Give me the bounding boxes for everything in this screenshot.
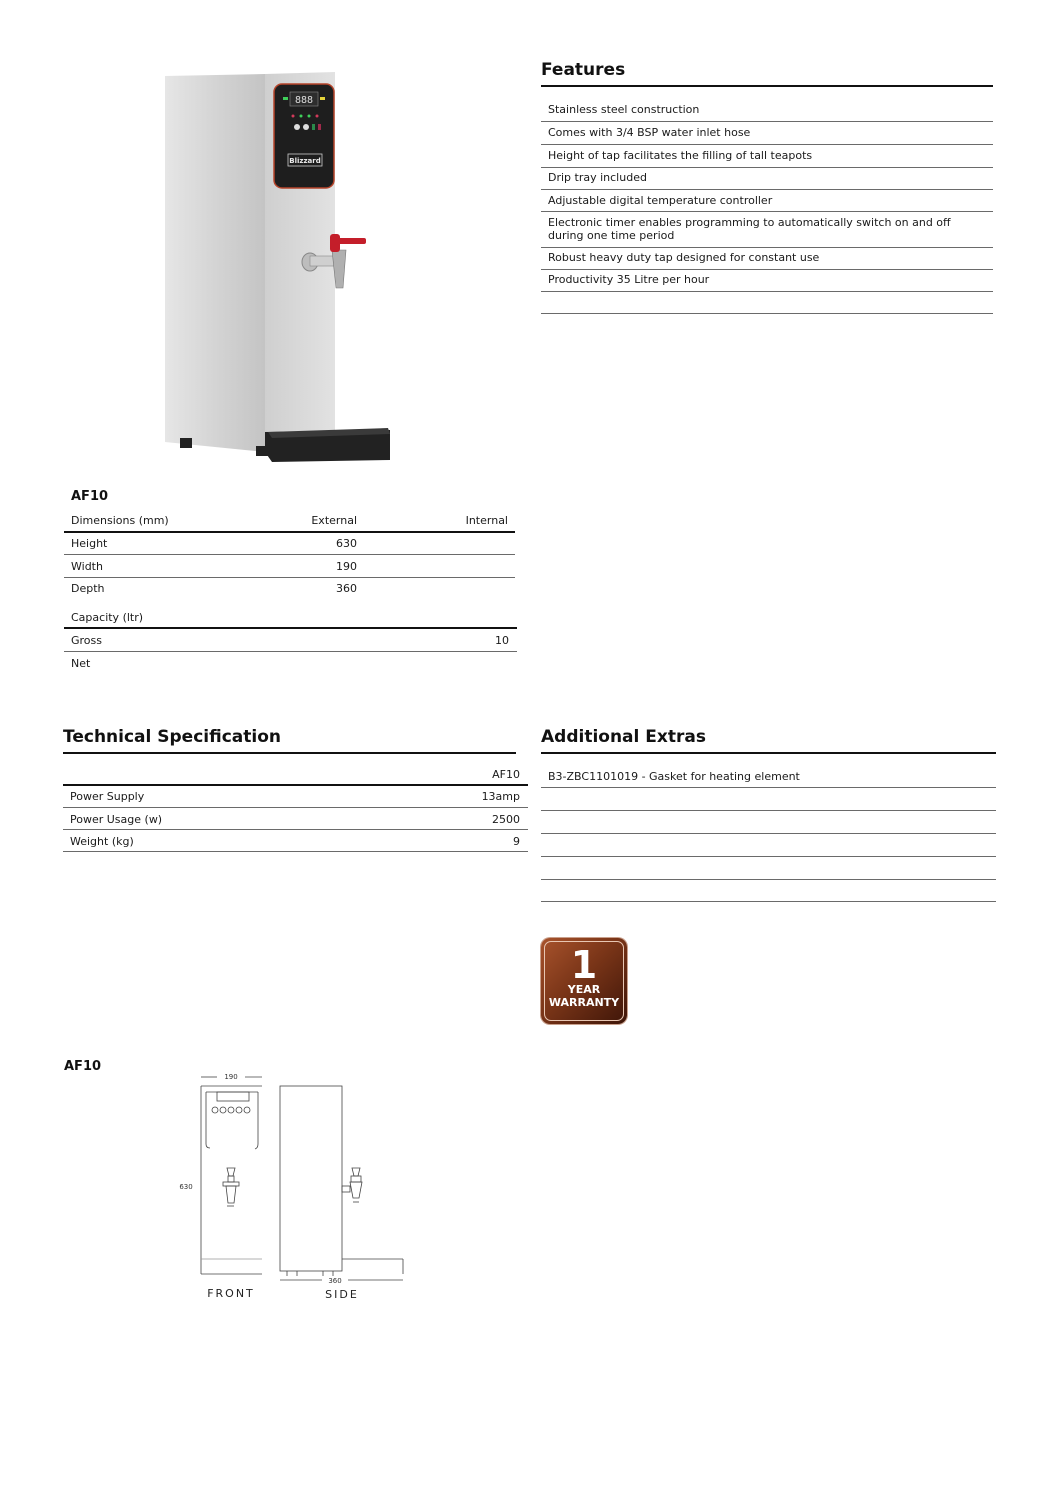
extra-item: B3-ZBC1101019 - Gasket for heating element — [541, 766, 996, 788]
row-divider — [64, 577, 515, 578]
feature-item: Adjustable digital temperature controller — [541, 190, 993, 212]
warranty-badge — [541, 938, 627, 1024]
dimensions-header-rule — [64, 531, 515, 533]
extra-item — [541, 811, 996, 834]
feature-item: Drip tray included — [541, 168, 993, 190]
feature-item — [541, 292, 993, 314]
feature-item: Electronic timer enables programming to automatically switch on and off during one time period — [541, 212, 993, 248]
capacity-label: Capacity (ltr) — [71, 611, 144, 624]
technical-row-label: Weight (kg) — [70, 835, 134, 848]
row-divider — [63, 851, 528, 852]
technical-row-value: 13amp — [481, 790, 520, 803]
brand-logo: Blizzard — [289, 157, 321, 165]
features-title-rule — [541, 85, 993, 87]
drawing-depth-label: 360 — [328, 1277, 342, 1285]
extra-item — [541, 834, 996, 857]
warranty-line1: YEAR — [567, 983, 601, 996]
dimension-external: 360 — [336, 582, 357, 595]
technical-title-rule — [63, 752, 516, 754]
features-title: Features — [541, 60, 626, 80]
dimensions-header-internal: Internal — [465, 514, 508, 527]
row-divider — [64, 651, 517, 652]
feature-item: Comes with 3/4 BSP water inlet hose — [541, 122, 993, 145]
dimensions-model-title: AF10 — [71, 489, 109, 504]
capacity-rule — [64, 627, 517, 629]
drawing-side-label: SIDE — [325, 1288, 359, 1301]
dimension-label: Width — [71, 560, 103, 573]
technical-row-value: 2500 — [492, 813, 520, 826]
extra-item — [541, 857, 996, 880]
dimensions-header-label: Dimensions (mm) — [71, 514, 169, 527]
capacity-row-label: Gross — [71, 634, 102, 647]
technical-row-value: 9 — [513, 835, 520, 848]
drawing-front-label: FRONT — [207, 1287, 255, 1300]
row-divider — [63, 807, 528, 808]
warranty-years: 1 — [570, 943, 598, 987]
extra-item — [541, 788, 996, 811]
dimension-label: Depth — [71, 582, 105, 595]
row-divider — [64, 554, 515, 555]
technical-header-rule — [63, 784, 528, 786]
product-image — [160, 70, 400, 470]
feature-item: Robust heavy duty tap designed for constant use — [541, 248, 993, 270]
feature-item: Height of tap facilitates the filling of tall teapots — [541, 145, 993, 168]
technical-column-header: AF10 — [492, 768, 520, 781]
display-readout: 888 — [294, 95, 314, 106]
feature-item: Stainless steel construction — [541, 100, 993, 122]
extras-title: Additional Extras — [541, 727, 706, 747]
technical-row-label: Power Usage (w) — [70, 813, 163, 826]
dimension-external: 190 — [336, 560, 357, 573]
extras-title-rule — [541, 752, 996, 754]
feature-item: Productivity 35 Litre per hour — [541, 270, 993, 292]
dimension-label: Height — [71, 537, 108, 550]
drawing-model-title: AF10 — [64, 1059, 102, 1074]
technical-row-label: Power Supply — [70, 790, 145, 803]
drawing-height-label: 630 — [179, 1183, 193, 1191]
dimensions-header-external: External — [311, 514, 357, 527]
extra-item — [541, 880, 996, 902]
warranty-line2: WARRANTY — [548, 996, 620, 1009]
drawing-width-label: 190 — [224, 1073, 238, 1081]
capacity-row-value: 10 — [495, 634, 509, 647]
technical-title: Technical Specification — [63, 727, 282, 747]
dimension-external: 630 — [336, 537, 357, 550]
technical-drawing — [170, 1068, 420, 1308]
row-divider — [63, 829, 528, 830]
capacity-row-label: Net — [71, 657, 91, 670]
